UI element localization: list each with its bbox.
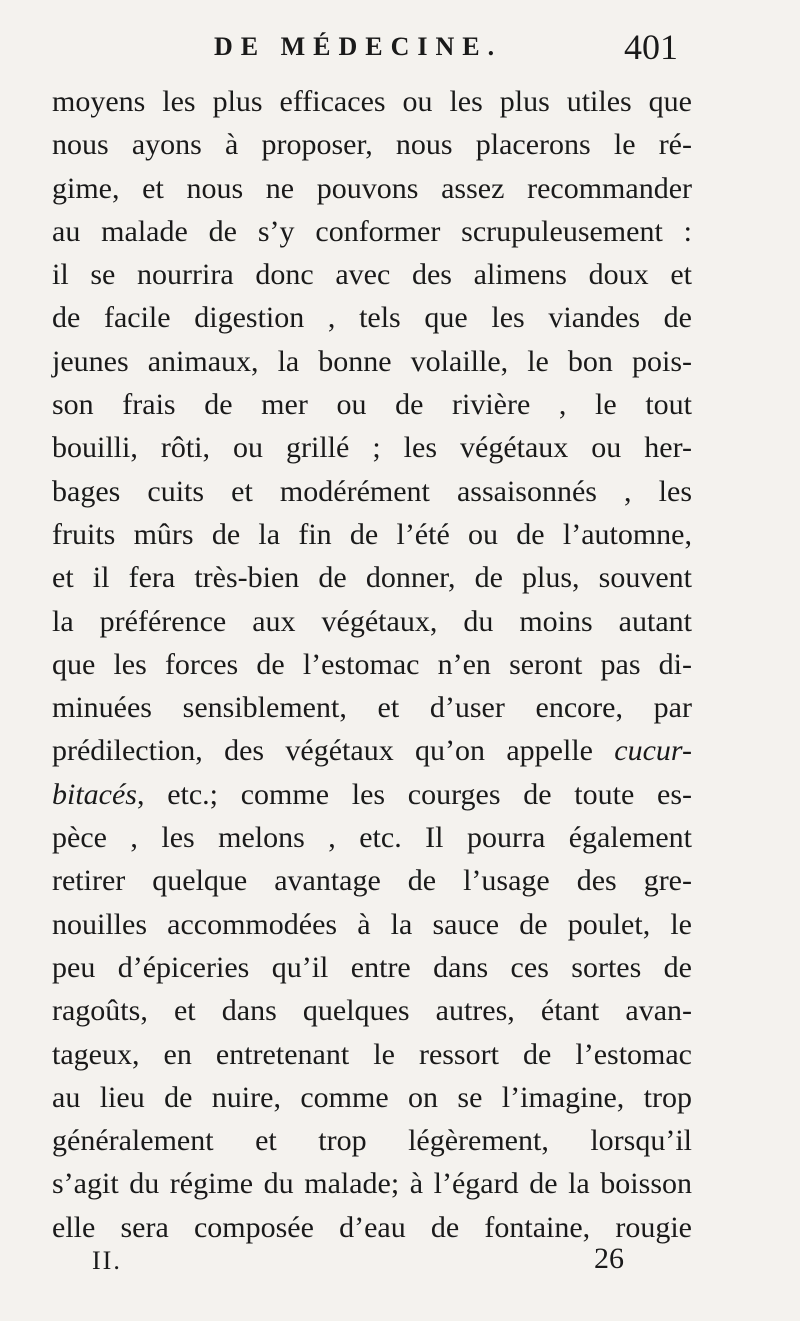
text-line: retirer quelque avantage de l’usage des gre-: [52, 864, 692, 898]
signature-mark: II.: [92, 1246, 122, 1275]
text-line: bouilli, rôti, ou grillé ; les végétaux ou her-: [52, 431, 692, 465]
text-line: bages cuits et modérément assaisonnés , les: [52, 474, 692, 508]
italic-term: bitacés: [52, 777, 137, 811]
gathering-number: 26: [594, 1242, 624, 1275]
text-segment: prédilection, des végétaux qu’on appelle: [52, 734, 615, 768]
text-line: moyens les plus efficaces ou les plus utiles que: [52, 85, 692, 118]
text-line: gime, et nous ne pouvons assez recommander: [52, 171, 692, 205]
text-line: il se nourrira donc avec des alimens doux et: [52, 258, 692, 292]
body-text: [52, 80, 692, 1249]
text-line: pèce , les melons , etc. Il pourra également: [52, 821, 692, 855]
text-line: nouilles accommodées à la sauce de poulet, le: [52, 907, 692, 941]
text-line: peu d’épiceries qu’il entre dans ces sortes de: [52, 950, 692, 984]
text-line: généralement et trop légèrement, lorsqu’il: [52, 1124, 692, 1158]
text-line: au malade de s’y conformer scrupuleusement :: [52, 214, 692, 248]
running-head: DE MÉDECINE.: [214, 32, 503, 61]
text-line: de facile digestion , tels que les viandes de: [52, 301, 692, 335]
text-line: que les forces de l’estomac n’en seront pas di-: [52, 647, 692, 681]
text-line: elle sera composée d’eau de fontaine, rougie: [52, 1210, 692, 1244]
italic-term: cucur-: [614, 734, 692, 768]
text-line: et il fera très-bien de donner, de plus, souvent: [52, 561, 692, 595]
text-line: la préférence aux végétaux, du moins autant: [52, 604, 692, 638]
text-line: [52, 773, 692, 816]
text-line: s’agit du régime du malade; à l’égard de la boisson: [52, 1167, 692, 1201]
page-number: 401: [624, 27, 678, 67]
text-line: [52, 729, 692, 772]
page-header: [0, 26, 800, 76]
text-line: jeunes animaux, la bonne volaille, le bon pois-: [52, 344, 692, 378]
text-line: ragoûts, et dans quelques autres, étant avan-: [52, 994, 692, 1028]
text-line: fruits mûrs de la fin de l’été ou de l’automne,: [52, 517, 692, 551]
text-line: son frais de mer ou de rivière , le tout: [52, 388, 692, 422]
text-line: nous ayons à proposer, nous placerons le ré-: [52, 128, 692, 162]
text-line: au lieu de nuire, comme on se l’imagine, trop: [52, 1080, 692, 1114]
text-line: minuées sensiblement, et d’user encore, par: [52, 691, 692, 725]
text-line: tageux, en entretenant le ressort de l’estomac: [52, 1037, 692, 1071]
page-footer: [0, 1242, 800, 1282]
text-segment: , etc.; comme les courges de toute es-: [136, 777, 692, 811]
